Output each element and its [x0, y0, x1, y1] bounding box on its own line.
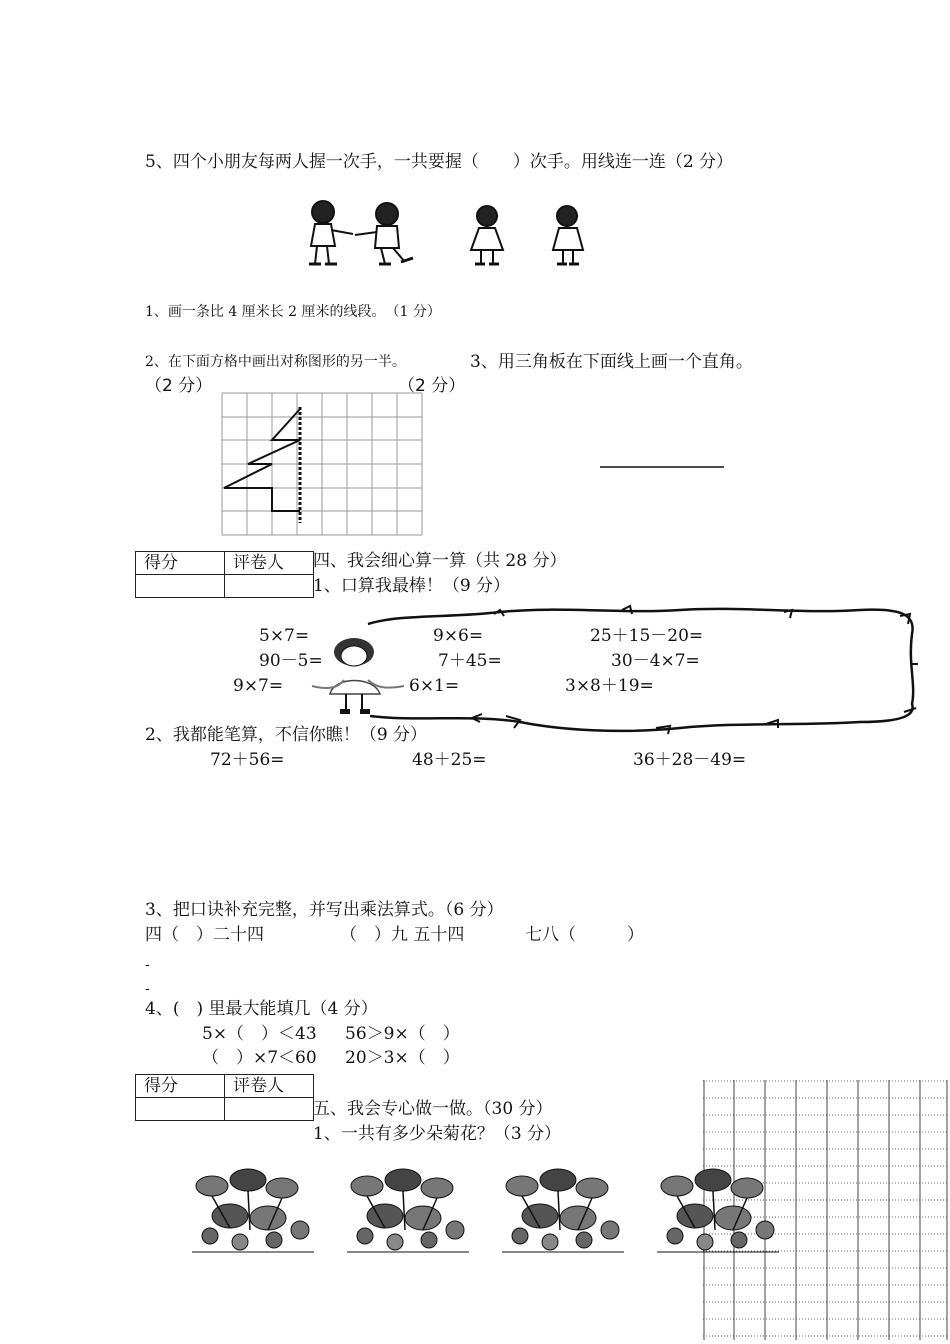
fill-1: 5×（ ）＜43	[202, 1024, 317, 1044]
oral-2: 9×6=	[433, 626, 484, 646]
written-title: 2、我都能笔算，不信你瞧！（9 分）	[145, 725, 428, 745]
fill-2: 56＞9×（ ）	[345, 1024, 460, 1044]
draw-right-angle-q3: 3、用三角板在下面线上画一个直角。	[470, 352, 753, 372]
oral-8: 6×1=	[409, 676, 460, 696]
written-2: 48＋25=	[412, 750, 487, 770]
fill-title: 4、( ) 里最大能填几（4 分）	[145, 999, 378, 1019]
score-cell[interactable]	[136, 575, 225, 598]
draw-line-q1: 1、画一条比 4 厘米长 2 厘米的线段。 （1 分）	[145, 304, 441, 320]
right-angle-base-line[interactable]	[600, 465, 725, 469]
oral-9: 3×8＋19=	[565, 676, 654, 696]
rhyme-1: 四（ ）二十四	[145, 925, 264, 945]
dash-2: -	[145, 981, 150, 997]
oral-5: 7＋45=	[438, 651, 502, 671]
score-table-2	[135, 1074, 314, 1121]
section5-title: 五、我会专心做一做。（30 分）	[313, 1099, 553, 1119]
q5-handshake-text: 5、四个小朋友每两人握一次手，一共要握（ ）次手。用线连一连（2 分）	[145, 152, 734, 172]
score-label: 得分	[136, 552, 225, 575]
score-label: 得分	[136, 1075, 225, 1098]
oral-title: 1、口算我最棒！（9 分）	[313, 576, 511, 596]
draw-symmetry-q2: 2、在下面方格中画出对称图形的另一半。	[145, 354, 406, 370]
oral-6: 30－4×7=	[611, 651, 700, 671]
grader-label: 评卷人	[225, 552, 314, 575]
rhyme-2: （ ）九 五十四	[340, 925, 465, 945]
children-illustration	[295, 198, 615, 270]
score-table-1	[135, 551, 314, 598]
oral-1: 5×7=	[259, 626, 310, 646]
fill-3: （ ）×7＜60	[202, 1048, 317, 1068]
section4-title: 四、我会细心算一算（共 28 分）	[313, 551, 567, 571]
symmetry-grid[interactable]	[222, 393, 424, 537]
q3-points: （2 分）	[398, 376, 466, 396]
section5-q1: 1、一共有多少朵菊花？（3 分）	[313, 1124, 562, 1144]
score-cell[interactable]	[136, 1098, 225, 1121]
oral-7: 9×7=	[233, 676, 284, 696]
rhyme-3: 七八（ ）	[525, 925, 644, 945]
tree-half-shape	[224, 409, 300, 511]
written-3: 36＋28－49=	[633, 750, 747, 770]
grader-cell[interactable]	[225, 1098, 314, 1121]
oral-3: 25＋15－20=	[590, 626, 704, 646]
chrysanthemum-bunches	[190, 1168, 790, 1256]
grader-cell[interactable]	[225, 575, 314, 598]
rhyme-title: 3、把口诀补充完整，并写出乘法算式。（6 分）	[145, 900, 504, 920]
fill-4: 20＞3×（ ）	[345, 1048, 460, 1068]
grader-label: 评卷人	[225, 1075, 314, 1098]
written-1: 72＋56=	[210, 750, 285, 770]
girl-illustration	[308, 636, 406, 716]
dash-1: -	[145, 957, 150, 973]
oral-4: 90－5=	[259, 651, 323, 671]
q2-points: （2 分）	[145, 376, 213, 396]
